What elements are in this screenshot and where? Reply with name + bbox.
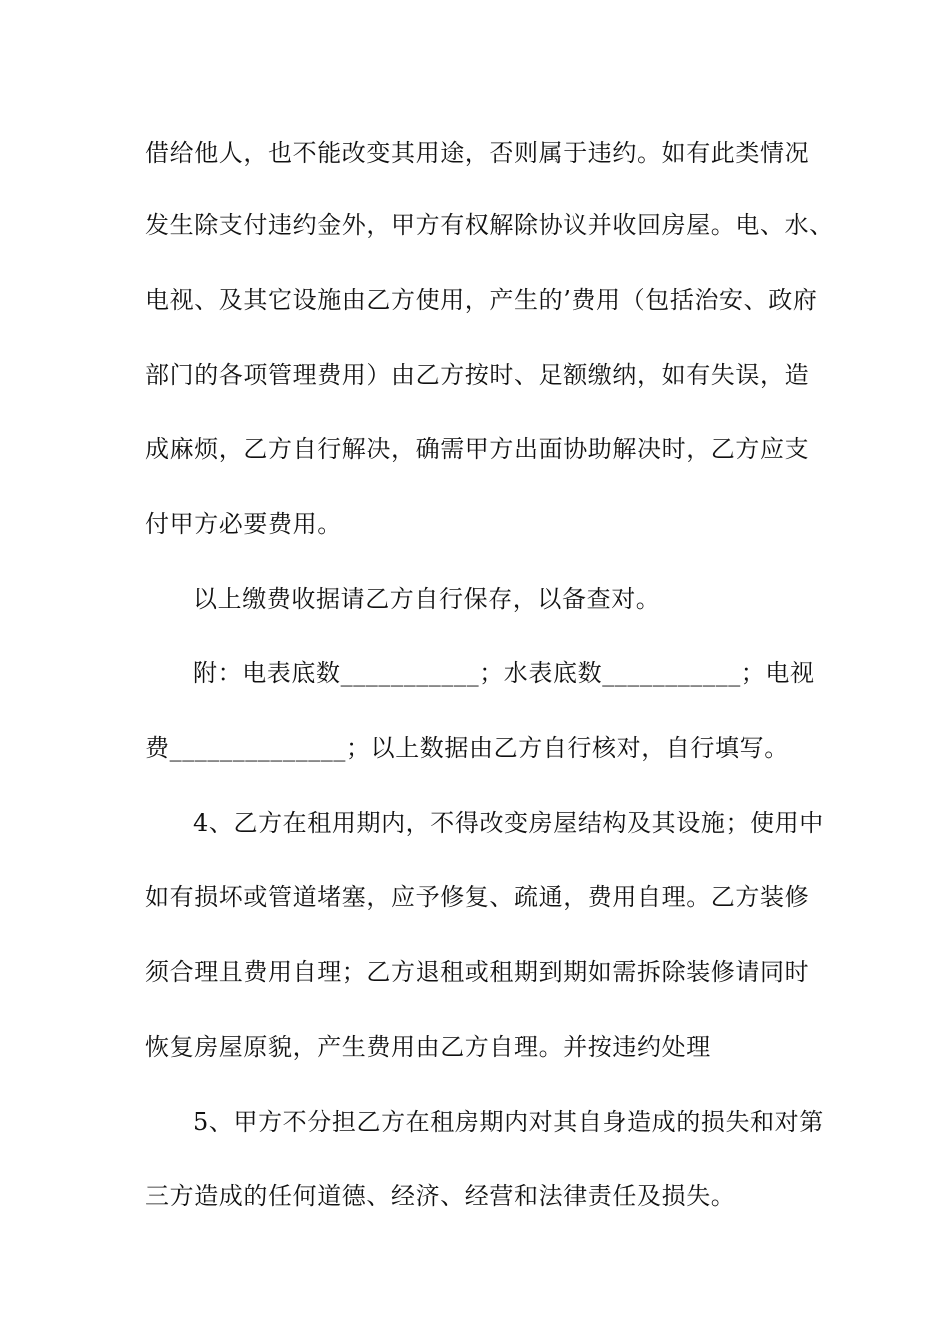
paragraph-line: 费______________；以上数据由乙方自行核对，自行填写。 bbox=[145, 734, 789, 762]
paragraph-line: 发生除支付违约金外，甲方有权解除协议并收回房屋。电、水、 bbox=[145, 211, 834, 239]
paragraph-line: 如有损坏或管道堵塞，应予修复、疏通，费用自理。乙方装修 bbox=[145, 883, 810, 911]
paragraph-line: 部门的各项管理费用）由乙方按时、足额缴纳，如有失误，造 bbox=[145, 361, 810, 389]
paragraph-line: 成麻烦，乙方自行解决，确需甲方出面协助解决时，乙方应支 bbox=[145, 435, 810, 463]
paragraph-line: 附：电表底数___________；水表底数___________；电视 bbox=[193, 659, 815, 687]
paragraph-line: 付甲方必要费用。 bbox=[145, 510, 342, 538]
paragraph-line: 电视、及其它设施由乙方使用，产生的’费用（包括治安、政府 bbox=[145, 286, 818, 314]
paragraph-line: 恢复房屋原貌，产生费用由乙方自理。并按违约处理 bbox=[145, 1033, 711, 1061]
paragraph-line: 三方造成的任何道德、经济、经营和法律责任及损失。 bbox=[145, 1182, 736, 1210]
paragraph-line: 4、乙方在租用期内，不得改变房屋结构及其设施；使用中 bbox=[193, 809, 824, 837]
paragraph-line: 借给他人，也不能改变其用途，否则属于违约。如有此类情况 bbox=[145, 139, 810, 167]
paragraph-line: 须合理且费用自理；乙方退租或租期到期如需拆除装修请同时 bbox=[145, 958, 810, 986]
paragraph-line: 5、甲方不分担乙方在租房期内对其自身造成的损失和对第 bbox=[193, 1108, 824, 1136]
paragraph-line: 以上缴费收据请乙方自行保存，以备查对。 bbox=[193, 585, 661, 613]
